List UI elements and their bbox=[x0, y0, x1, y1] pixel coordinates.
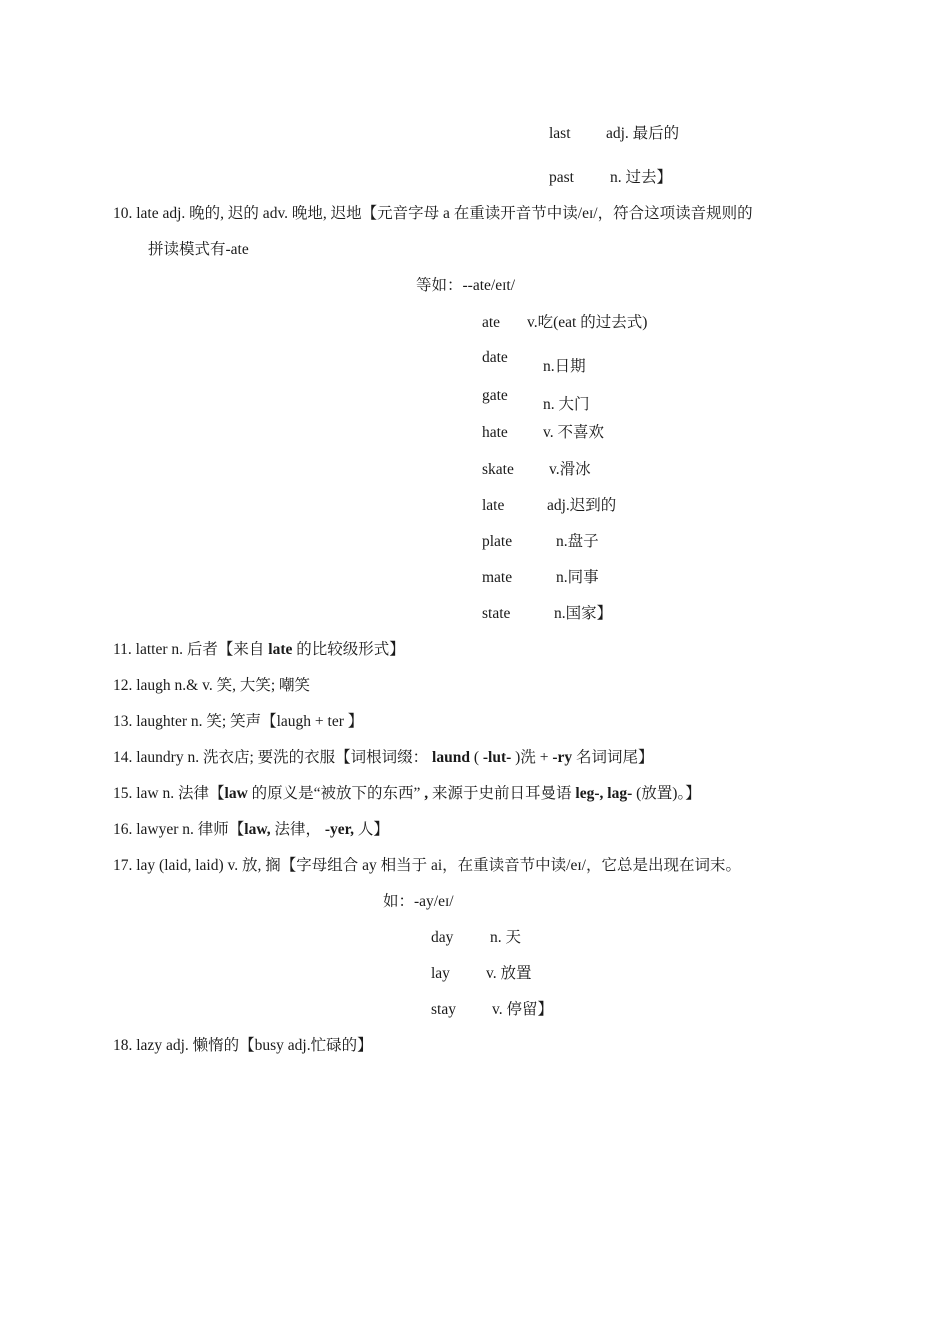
entry-14-mid2: )洗 + bbox=[511, 749, 553, 766]
entry-14-bold1: laund bbox=[432, 749, 470, 766]
entry-10-example-head: 等如：--ate/eɪt/ bbox=[416, 277, 515, 294]
entry-14-pre: 14. laundry n. 洗衣店; 要洗的衣服【词根词缀： bbox=[113, 749, 433, 766]
entry-14 bbox=[113, 748, 654, 768]
entry-18: 18. lazy adj. 懒惰的【busy adj.忙碌的】 bbox=[113, 1037, 373, 1054]
entry-17-line1: 17. lay (laid, laid) v. 放, 搁【字母组合 ay 相当于 ai，在重读音节中读/eɪ/，它总是出现在词末。 bbox=[113, 857, 741, 874]
entry-14-bold3: -ry bbox=[552, 749, 573, 766]
entry-15-pre: 15. law n. 法律【 bbox=[113, 785, 225, 802]
entry-11-bold: late bbox=[268, 641, 293, 658]
example-def: adj.迟到的 bbox=[547, 497, 617, 514]
entry-15 bbox=[113, 784, 701, 804]
example-word: late bbox=[482, 497, 505, 514]
word-past: past bbox=[549, 169, 574, 186]
example-def: n. 大门 bbox=[543, 396, 590, 413]
entry-13: 13. laughter n. 笑; 笑声【laugh + ter 】 bbox=[113, 713, 364, 730]
entry-10-line2: 拼读模式有-ate bbox=[148, 241, 249, 258]
entry-15-mid2: 来源于史前日耳曼语 bbox=[428, 785, 576, 802]
example-def: n. 天 bbox=[490, 929, 522, 946]
entry-16-bold2: -yer, bbox=[324, 821, 354, 838]
example-word: stay bbox=[431, 1001, 456, 1018]
def-past: n. 过去】 bbox=[610, 169, 673, 186]
entry-14-bold2: -lut- bbox=[482, 749, 512, 766]
example-def: n.盘子 bbox=[556, 533, 599, 550]
entry-15-post: (放置)。】 bbox=[632, 785, 701, 802]
example-word: ate bbox=[482, 314, 501, 331]
example-word: skate bbox=[482, 461, 514, 478]
example-def: v.滑冰 bbox=[549, 461, 591, 478]
example-def: v. 不喜欢 bbox=[543, 424, 604, 441]
entry-16-post: 人】 bbox=[353, 821, 389, 838]
entry-12: 12. laugh n.& v. 笑, 大笑; 嘲笑 bbox=[113, 677, 311, 694]
entry-16-pre: 16. lawyer n. 律师【 bbox=[113, 821, 245, 838]
example-word: plate bbox=[482, 533, 513, 550]
example-def: n.国家】 bbox=[554, 605, 613, 622]
entry-14-post: 名词词尾】 bbox=[572, 749, 654, 766]
entry-10-line1: 10. late adj. 晚的, 迟的 adv. 晚地, 迟地【元音字母 a 在重读开音节中读/eɪ/，符合这项读音规则的 bbox=[113, 205, 753, 222]
example-word: gate bbox=[482, 387, 508, 404]
entry-11-post: 的比较级形式】 bbox=[292, 641, 405, 658]
entry-15-bold2: , bbox=[420, 785, 429, 802]
entry-15-bold1: law bbox=[224, 785, 248, 802]
example-word: date bbox=[482, 349, 508, 366]
example-def: v. 放置 bbox=[486, 965, 532, 982]
example-def: n.同事 bbox=[556, 569, 599, 586]
example-def: v.吃(eat 的过去式) bbox=[527, 314, 648, 331]
def-last: adj. 最后的 bbox=[606, 125, 680, 142]
entry-16 bbox=[113, 820, 389, 840]
example-word: hate bbox=[482, 424, 508, 441]
entry-16-bold1: law, bbox=[244, 821, 271, 838]
entry-11-pre: 11. latter n. 后者【来自 bbox=[113, 641, 269, 658]
entry-15-bold3: leg-, lag- bbox=[575, 785, 633, 802]
entry-11 bbox=[113, 640, 405, 660]
entry-15-mid: 的原义是“被放下的东西” bbox=[247, 785, 421, 802]
entry-16-mid: 法律， bbox=[270, 821, 325, 838]
entry-14-mid1: ( bbox=[469, 749, 483, 766]
example-word: state bbox=[482, 605, 511, 622]
example-word: lay bbox=[431, 965, 450, 982]
example-def: v. 停留】 bbox=[492, 1001, 553, 1018]
example-word: day bbox=[431, 929, 454, 946]
example-word: mate bbox=[482, 569, 513, 586]
example-def: n.日期 bbox=[543, 358, 586, 375]
entry-17-example-head: 如：-ay/eɪ/ bbox=[383, 893, 454, 910]
word-last: last bbox=[549, 125, 571, 142]
